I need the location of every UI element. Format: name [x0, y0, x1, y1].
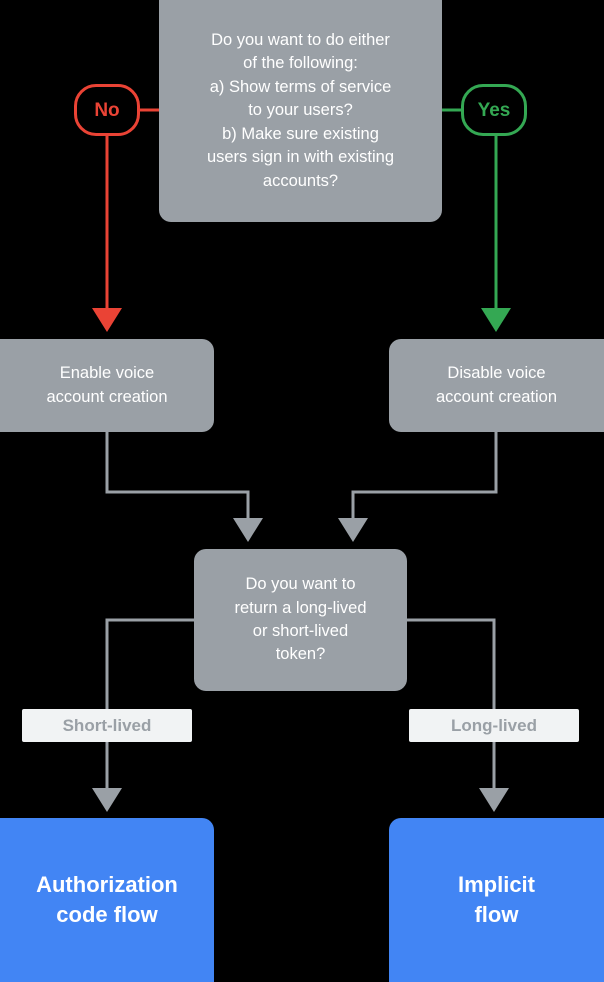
enable-box-line-1: Enable voice — [59, 364, 155, 383]
branch-label-long-lived-text: Long-lived — [451, 715, 537, 735]
node-enable-voice-account-creation — [0, 339, 214, 432]
decision-token-line-1: Do you want to — [245, 575, 356, 594]
flow-right-line-1: Implicit — [457, 872, 535, 898]
decision-top-line-7: accounts? — [262, 171, 339, 190]
decision-token-line-3: or short-lived — [252, 622, 349, 640]
decision-top-line-5: b) Make sure existing — [222, 124, 379, 143]
decision-top-line-3: a) Show terms of service — [209, 77, 392, 96]
decision-top-line-1: Do you want to do either — [211, 31, 390, 50]
branch-label-no — [74, 84, 140, 136]
enable-box-line-2: account creation — [46, 387, 168, 406]
node-disable-voice-account-creation — [389, 339, 604, 432]
branch-label-long-lived — [409, 709, 579, 742]
decision-top-line-6: users sign in with existing — [206, 148, 395, 167]
disable-box-line-1: Disable voice — [447, 364, 546, 383]
flow-right-line-2: flow — [474, 902, 519, 927]
branch-label-yes-text: Yes — [477, 99, 511, 121]
decision-node-token-lifetime — [194, 549, 407, 691]
decision-top-line-4: to your users? — [248, 101, 353, 120]
node-authorization-code-flow — [0, 818, 214, 982]
node-implicit-flow — [389, 818, 604, 982]
disable-box-line-2: account creation — [435, 387, 558, 406]
decision-token-line-4: token? — [275, 645, 326, 664]
branch-label-yes — [461, 84, 527, 136]
decision-node-terms-of-service — [159, 0, 442, 222]
branch-label-short-lived — [22, 709, 192, 742]
flow-left-line-2: code flow — [56, 902, 158, 927]
branch-label-short-lived-text: Short-lived — [62, 715, 152, 735]
branch-label-no-text: No — [94, 99, 120, 121]
decision-token-line-2: return a long-lived — [234, 598, 367, 617]
flow-left-line-1: Authorization — [36, 872, 178, 898]
decision-top-line-2: of the following: — [243, 54, 358, 73]
